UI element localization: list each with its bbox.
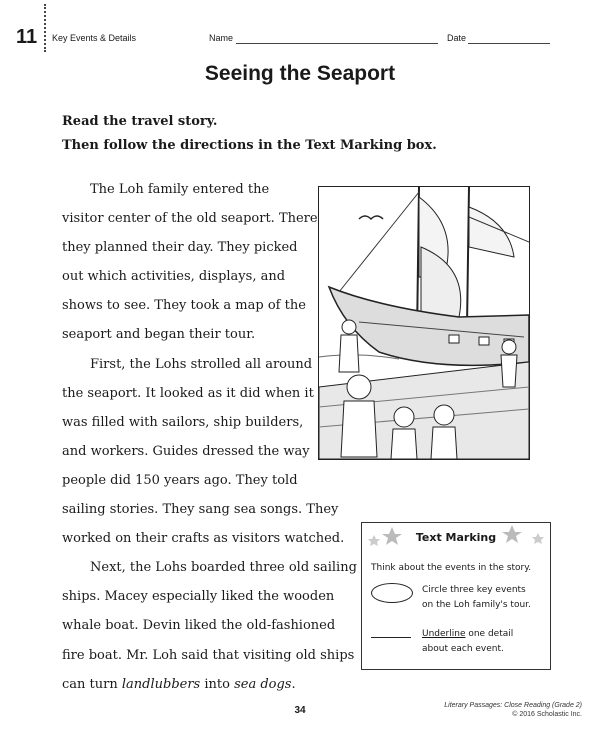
underline-word: Underline: [422, 629, 466, 639]
story-fragment: into: [200, 676, 235, 692]
underline-instruction: [422, 627, 513, 657]
name-field[interactable]: [236, 43, 438, 44]
story-fragment: can turn: [62, 676, 122, 692]
story-line: [62, 675, 352, 704]
ship-illustration: [318, 186, 530, 460]
circle-instruction: [422, 583, 531, 613]
page-title: Seeing the Seaport: [204, 62, 396, 85]
name-label: Name: [209, 33, 234, 43]
circle-instruction-line-1: Circle three key events: [422, 585, 526, 595]
story-line: First, the Lohs strolled all around: [90, 356, 313, 372]
direction-line-1: Read the travel story.: [62, 114, 218, 129]
story-fragment: .: [291, 676, 296, 692]
header-divider: [44, 4, 46, 52]
story-line: they planned their day. They picked: [62, 240, 298, 256]
lesson-number: 11: [16, 26, 38, 48]
copyright: © 2016 Scholastic Inc.: [512, 711, 582, 718]
book-title: Literary Passages: Close Reading (Grade 2): [444, 702, 582, 709]
text-marking-box: [361, 522, 551, 670]
section-label: Key Events & Details: [52, 33, 137, 43]
underline-instruction-rest: one detail: [465, 629, 514, 639]
text-marking-title: Text Marking: [415, 531, 497, 544]
story-line: shows to see. They took a map of the: [62, 298, 306, 314]
story-line: The Loh family entered the: [90, 182, 270, 197]
sailing-ship-illustration: [319, 187, 529, 459]
underline-icon: [371, 637, 411, 638]
story-line: the seaport. It looked as it did when it: [62, 385, 314, 401]
date-label: Date: [447, 33, 467, 43]
story-line: was filled with sailors, ship builders,: [62, 414, 304, 430]
circle-oval-icon: [371, 583, 413, 603]
date-field[interactable]: [468, 43, 550, 44]
story-line: ships. Macey especially liked the wooden: [62, 589, 335, 605]
story-passage: [62, 180, 357, 704]
direction-line-2: Then follow the directions in the Text Marking box.: [62, 138, 437, 153]
circle-instruction-line-2: on the Loh family's tour.: [422, 600, 531, 610]
story-line: Next, the Lohs boarded three old sailing: [90, 560, 357, 576]
story-line: whale boat. Devin liked the old-fashioned: [62, 618, 336, 634]
story-line: fire boat. Mr. Loh said that visiting old ships: [62, 647, 355, 663]
story-fragment: landlubbers: [121, 676, 201, 692]
story-line: seaport and began their tour.: [62, 327, 256, 343]
footer-credits: [444, 701, 582, 719]
story-line: worked on their crafts as visitors watched.: [62, 531, 345, 547]
story-fragment: sea dogs: [234, 676, 292, 692]
story-line: people did 150 years ago. They told: [62, 472, 298, 488]
page-number: 34: [294, 705, 306, 716]
text-marking-intro: Think about the events in the story.: [371, 563, 532, 573]
story-line: and workers. Guides dressed the way: [62, 443, 310, 459]
story-line: sailing stories. They sang sea songs. They: [62, 502, 339, 518]
story-line: visitor center of the old seaport. There: [62, 211, 318, 227]
underline-instruction-line-2: about each event.: [422, 644, 504, 654]
story-line: out which activities, displays, and: [62, 269, 286, 285]
